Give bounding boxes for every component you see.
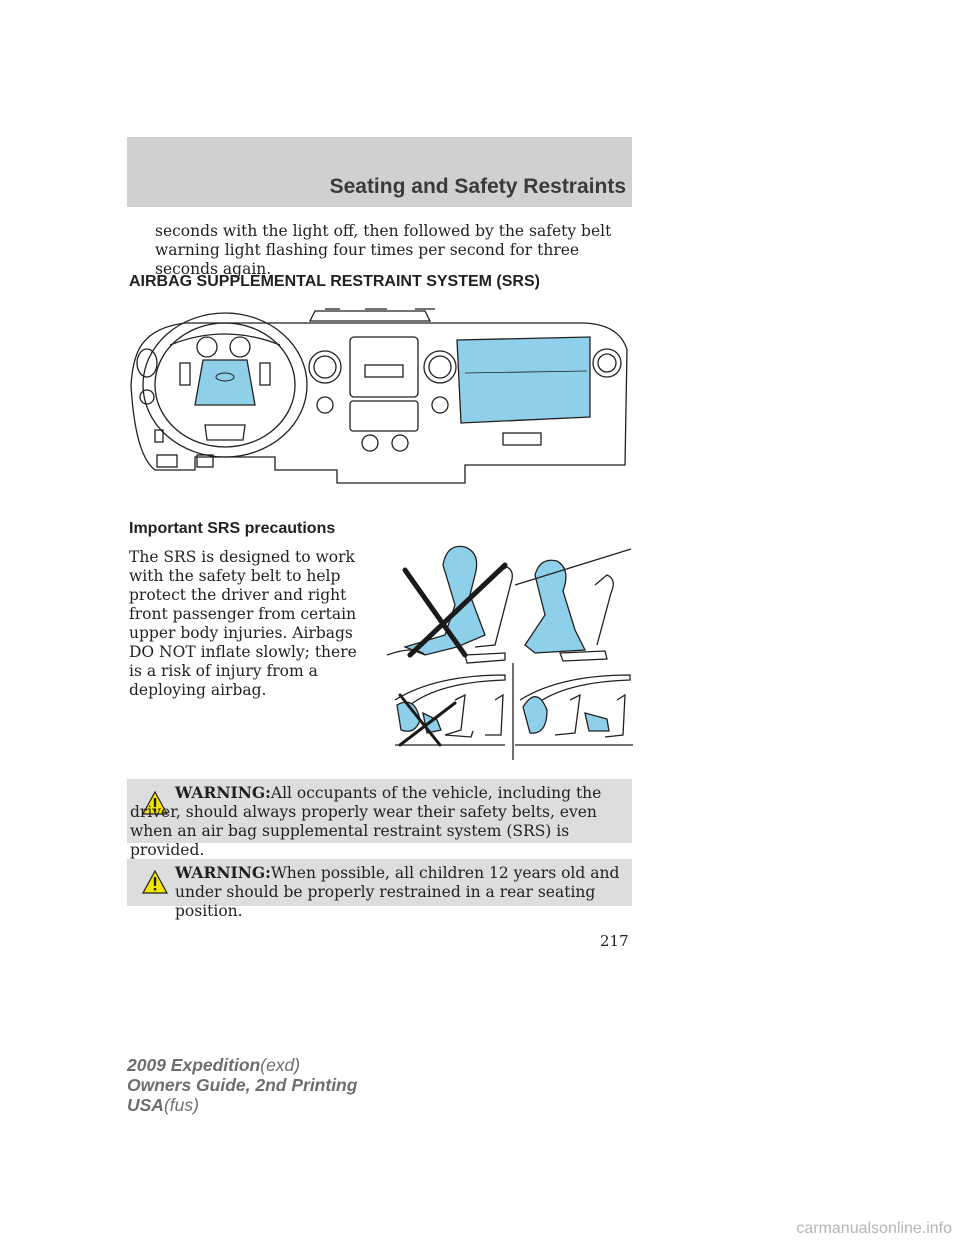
section-heading: AIRBAG SUPPLEMENTAL RESTRAINT SYSTEM (SRS): [129, 273, 540, 290]
warning-box-1: [127, 779, 632, 859]
precautions-paragraph: The SRS is designed to work with the safety belt to help protect the driver and right front passenger from certain upper body injuries. Airbags DO NOT inflate slowly; there is a risk of injury from a deploying airbag.: [129, 548, 357, 699]
warning-label: WARNING:: [175, 863, 271, 882]
document-footer: [127, 1055, 357, 1115]
section-title: Seating and Safety Restraints: [329, 175, 626, 198]
footer-printing: Owners Guide, 2nd Printing: [127, 1075, 358, 1095]
watermark: carmanualsonline.info: [796, 1220, 952, 1237]
warning-label: WARNING:: [175, 783, 271, 802]
warning-text-1: [130, 783, 625, 860]
warning-body: When possible, all children 12 years old and under should be properly restrained in a rear seating position.: [175, 864, 620, 920]
warning-triangle-icon: [142, 870, 168, 894]
footer-market-code: (fus): [163, 1095, 199, 1115]
intro-paragraph: seconds with the light off, then followed by the safety belt warning light flashing four times per second for three seconds again.: [155, 222, 612, 278]
section-header: [127, 137, 632, 207]
warning-box-2: [127, 859, 632, 920]
page-number: 217: [600, 932, 629, 950]
occupant-position-illustration: [385, 535, 635, 765]
footer-model: 2009 Expedition: [127, 1055, 261, 1075]
warning-body: All occupants of the vehicle, including the driver, should always properly wear their safety belts, even when an air bag supplemental restraint system (SRS) is provided.: [130, 784, 602, 859]
subheading: Important SRS precautions: [129, 520, 336, 537]
warning-text-2: [175, 863, 625, 921]
footer-model-code: (exd): [260, 1055, 301, 1075]
footer-market: USA: [127, 1095, 164, 1115]
dashboard-airbag-illustration: [125, 305, 631, 497]
